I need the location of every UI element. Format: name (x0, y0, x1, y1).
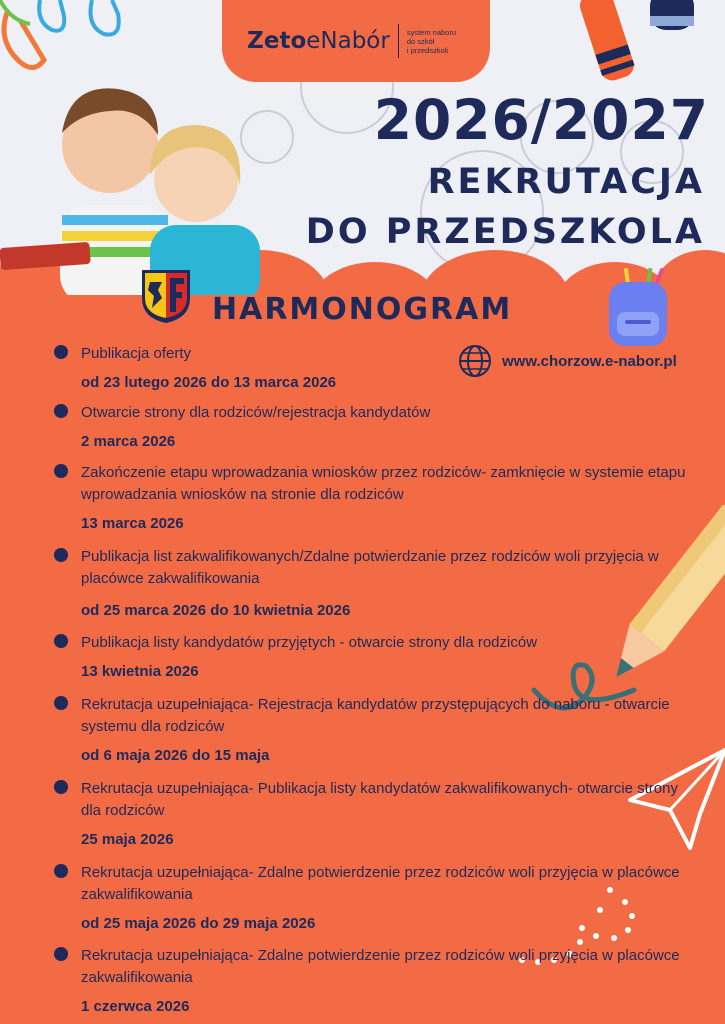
bullet-icon (54, 780, 68, 794)
schedule-item (54, 632, 694, 680)
crayon-decoration (575, 0, 645, 95)
schedule-date: od 25 maja 2026 do 29 maja 2026 (81, 915, 316, 932)
schedule-item (54, 402, 694, 450)
schedule-date: 1 czerwca 2026 (81, 998, 190, 1015)
bullet-icon (54, 404, 68, 418)
schedule-date: 2 marca 2026 (81, 433, 176, 450)
logo-tagline: system naboru do szkół i przedszkoli (406, 27, 457, 55)
section-heading: HARMONOGRAM (212, 292, 513, 327)
bullet-icon (54, 947, 68, 961)
school-year: 2026/2027 (373, 88, 709, 152)
schedule-description: Publikacja oferty (81, 345, 192, 362)
bullet-icon (54, 696, 68, 710)
schedule-date: 13 kwietnia 2026 (81, 663, 199, 680)
schedule-item (54, 862, 694, 932)
schedule-item (54, 546, 694, 619)
schedule-description: Rekrutacja uzupełniająca- Zdalne potwierdzenie przez rodziców woli przyjęcia w placówce zakwalifikowania (81, 947, 680, 986)
crayon-decoration (645, 0, 700, 38)
schedule-description: Rekrutacja uzupełniająca- Publikacja listy kandydatów zakwalifikowanych- otwarcie strony dla rodziców (81, 780, 678, 819)
schedule-item (54, 343, 694, 391)
bullet-icon (54, 464, 68, 478)
logo-wordmark: ZetoeNabór (247, 28, 390, 54)
title-line-1: REKRUTACJA (427, 162, 705, 202)
bullet-icon (54, 634, 68, 648)
bullet-icon (54, 864, 68, 878)
schedule-description: Zakończenie etapu wprowadzania wniosków przez rodziców- zamknięcie w systemie etapu wprowadzania wniosków na stronie dla rodziców (81, 464, 686, 503)
schedule-description: Publikacja listy kandydatów przyjętych - otwarcie strony dla rodziców (81, 634, 538, 651)
schedule-date: 25 maja 2026 (81, 831, 174, 848)
title-line-2: DO PRZEDSZKOLA (305, 212, 705, 252)
schedule-description: Otwarcie strony dla rodziców/rejestracja kandydatów (81, 404, 431, 421)
backpack-icon (603, 268, 673, 350)
schedule-description: Rekrutacja uzupełniająca- Rejestracja kandydatów przystępujących do naboru - otwarcie systemu dla rodziców (81, 696, 670, 735)
schedule-description: Publikacja list zakwalifikowanych/Zdalne potwierdzanie przez rodziców woli przyjęcia w placówce zakwalifikowania (81, 548, 659, 587)
bullet-icon (54, 548, 68, 562)
schedule-date: od 23 lutego 2026 do 13 marca 2026 (81, 374, 337, 391)
chorzow-coat-of-arms (140, 268, 192, 324)
children-photo (0, 55, 270, 295)
schedule-item (54, 462, 694, 532)
schedule-description: Rekrutacja uzupełniająca- Zdalne potwierdzenie przez rodziców woli przyjęcia w placówce zakwalifikowania (81, 864, 680, 903)
schedule-item (54, 778, 694, 848)
bullet-icon (54, 345, 68, 359)
schedule-item (54, 945, 694, 1015)
schedule-date: 13 marca 2026 (81, 515, 184, 532)
schedule-item (54, 694, 694, 764)
schedule-date: od 25 marca 2026 do 10 kwietnia 2026 (81, 602, 351, 619)
website-url[interactable]: www.chorzow.e-nabor.pl (502, 352, 677, 370)
logo-divider (398, 24, 399, 58)
schedule-date: od 6 maja 2026 do 15 maja (81, 747, 270, 764)
